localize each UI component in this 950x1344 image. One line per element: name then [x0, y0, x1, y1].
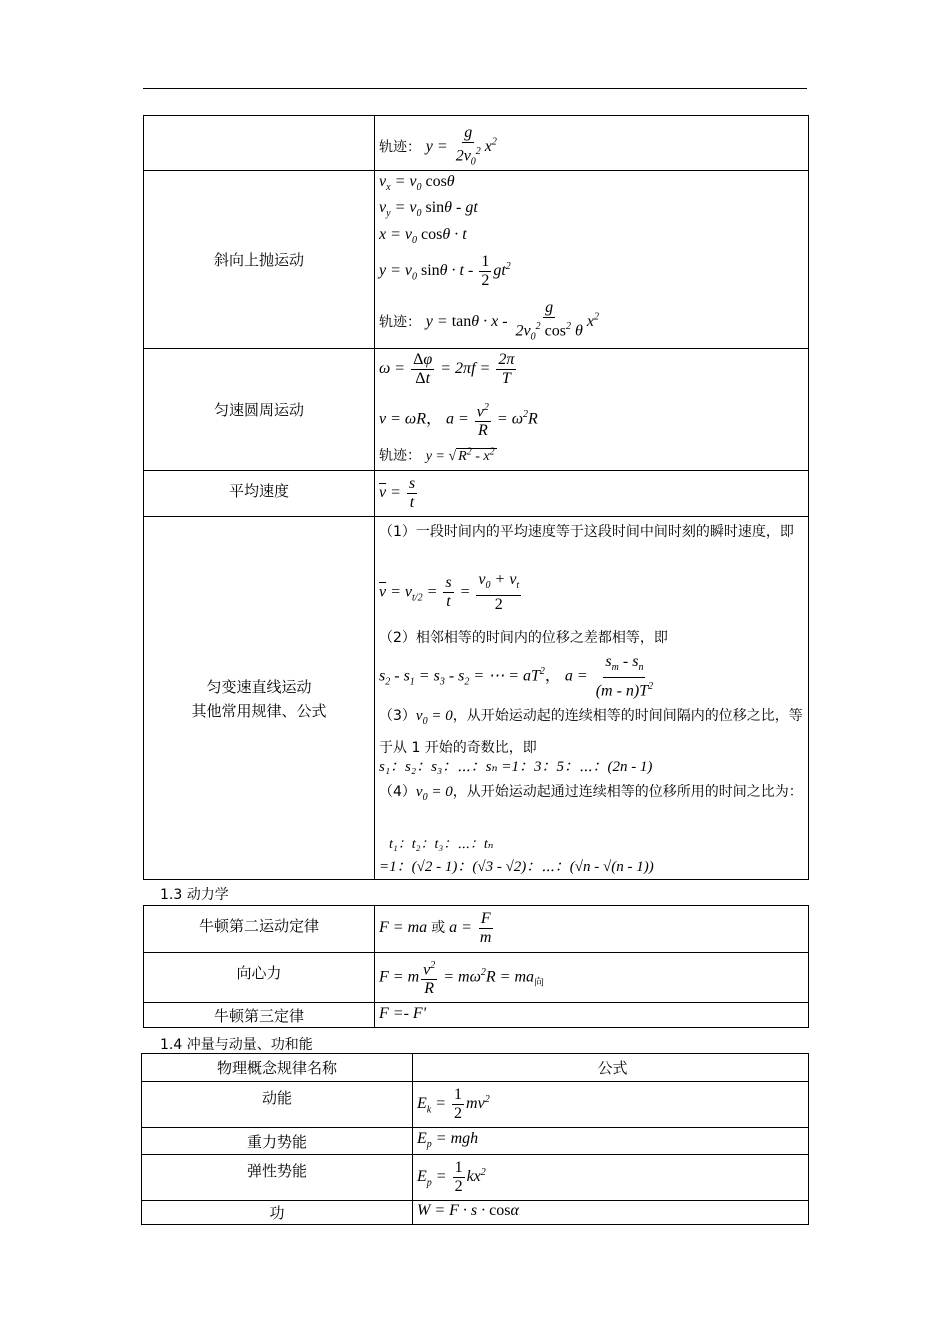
row-label: 动能: [261, 1089, 292, 1107]
rule-4-text: $(4)v_0 = 0$，从开始运动起通过连续相等的位移所用的时间之比为：: [379, 784, 803, 803]
table-row: [144, 952, 808, 1002]
rule-3-prefix: （3）: [379, 708, 416, 724]
header-rule: [143, 88, 807, 89]
row-label: [144, 116, 374, 170]
x-formula: $x = v_0$ cosθ · t: [379, 226, 467, 247]
row-label: 向心力: [236, 964, 282, 982]
trajectory-label: 轨迹：: [379, 314, 421, 331]
table-header-row: [142, 1054, 808, 1081]
gravity-potential-formula: $E_p$ = mgh: [417, 1130, 479, 1151]
table-row: [144, 348, 808, 470]
section-heading-energy: 1.4 冲量与动量、功和能: [160, 1037, 313, 1053]
vy-formula: $v_y = v_0$ sinθ - gt: [379, 199, 478, 220]
row-label: [144, 517, 374, 880]
newton-second-law-formula: F = ma 或 a = $\frac{F}{m}$: [379, 910, 492, 946]
or-text: 或: [431, 920, 446, 937]
row-label: 弹性势能: [246, 1162, 307, 1180]
time-ratio-rhs: =1：(√2 - 1)：(√3 - √2)：⋯：(√n - √(n - 1)): [379, 859, 654, 875]
row-label: 平均速度: [228, 482, 289, 500]
y-formula: $y = v_0$ sinθ · t - $\frac{1}{2}$ $gt^2$: [379, 253, 511, 289]
oblique-trajectory-formula: y = tanθ · x - $\frac{g}{2v_0^2 \cos^2 \theta}$ $x^2$: [425, 299, 599, 343]
rule-1-text: （1）一段时间内的平均速度等于这段时间中间时刻的瞬时速度，即: [379, 524, 794, 540]
row-label: 重力势能: [246, 1133, 307, 1151]
header-name-column: 物理概念规律名称: [216, 1058, 337, 1077]
odd-ratio-formula: s₁：s₂：s₃：⋯：sₙ =1：3：5：⋯：(2n - 1): [379, 759, 653, 775]
v-a-formula: v = ωR， a = $\frac{v^2}{R}$ = $\omega^2R$: [379, 399, 538, 440]
energy-table: [141, 1053, 809, 1225]
table-row: [142, 1200, 808, 1225]
section-heading-dynamics: 1.3 动力学: [160, 887, 229, 903]
header-formula-column: 公式: [597, 1059, 628, 1077]
table-row: [144, 116, 808, 170]
omega-formula: ω = $\frac{\Delta\varphi}{\Delta t}$ = 2πf = $\frac{2\pi}{T}$: [379, 351, 515, 387]
row-label-line: 匀变速直线运动: [206, 677, 312, 696]
row-label: 牛顿第三定律: [213, 1006, 304, 1025]
table-row: [144, 516, 808, 880]
time-ratio-lhs: t₁：t₂：t₃：⋯：tₙ: [389, 837, 494, 852]
kinematics-table: [143, 115, 809, 880]
rule-4-body: ，从开始运动起通过连续相等的位移所用的时间之比为：: [452, 784, 803, 800]
trajectory-label: 轨迹：: [379, 139, 421, 156]
dynamics-table: [143, 905, 809, 1028]
table-row: [144, 470, 808, 516]
table-row: [144, 906, 808, 952]
flat-trajectory-formula: y = $\frac{g}{2v_0^2}$ $x^2$: [425, 124, 497, 168]
table-row: [144, 170, 808, 348]
table-row: [142, 1154, 808, 1200]
mean-velocity-formula: $\overline{v} = v_{t/2}$ = $\frac{s}{t}$ = $\frac{v_0 + v_t}{2}$: [379, 571, 520, 614]
centripetal-force-formula: F = m $\frac{v^2}{R}$ = $m\omega^2R = ma_向$: [379, 957, 544, 998]
row-label: 牛顿第二运动定律: [198, 917, 319, 935]
circle-trajectory-formula: y = √ $R^2 - x^2$: [425, 446, 495, 464]
table-row: [142, 1081, 808, 1127]
elastic-potential-formula: $E_p$ = $\frac{1}{2}$ $kx^2$: [417, 1159, 486, 1195]
average-speed-formula: $\overline{v}$ = $\frac{s}{t}$: [379, 475, 416, 511]
kinetic-energy-formula: $E_k$ = $\frac{1}{2}$ $mv^2$: [417, 1086, 490, 1122]
displacement-difference-formula: $s_2 - s_1 = s_3 - s_2$ = ⋯ = $aT^2$， a = $\frac{s_m - s_n}{(m - n)T^2}$: [379, 653, 654, 700]
row-label: 斜向上抛运动: [213, 250, 304, 269]
row-label: 匀速圆周运动: [213, 400, 304, 419]
rule-2-text: （2）相邻相等的时间内的位移之差都相等，即: [379, 630, 668, 646]
newton-third-law-formula: F =- F': [379, 1005, 427, 1022]
table-row: [144, 1002, 808, 1028]
row-label: 功: [269, 1204, 285, 1222]
row-label-line: 其他常用规律、公式: [191, 701, 327, 720]
trajectory-label: 轨迹：: [379, 448, 421, 464]
vx-formula: $v_x = v_0$ cosθ: [379, 173, 455, 194]
rule-4-prefix: （4）: [379, 784, 416, 800]
table-row: [142, 1127, 808, 1154]
rule-3-text: $(3)v_0 = 0$，从开始运动起的连续相等的时间间隔内的位移之比，等于从 1 开始的奇数比，即: [379, 708, 803, 756]
work-formula: W = F · s · cosα: [417, 1202, 519, 1219]
rule-3-body: ，从开始运动起的连续相等的时间间隔内的位移之比，等于从 1 开始的奇数比，即: [379, 708, 803, 756]
